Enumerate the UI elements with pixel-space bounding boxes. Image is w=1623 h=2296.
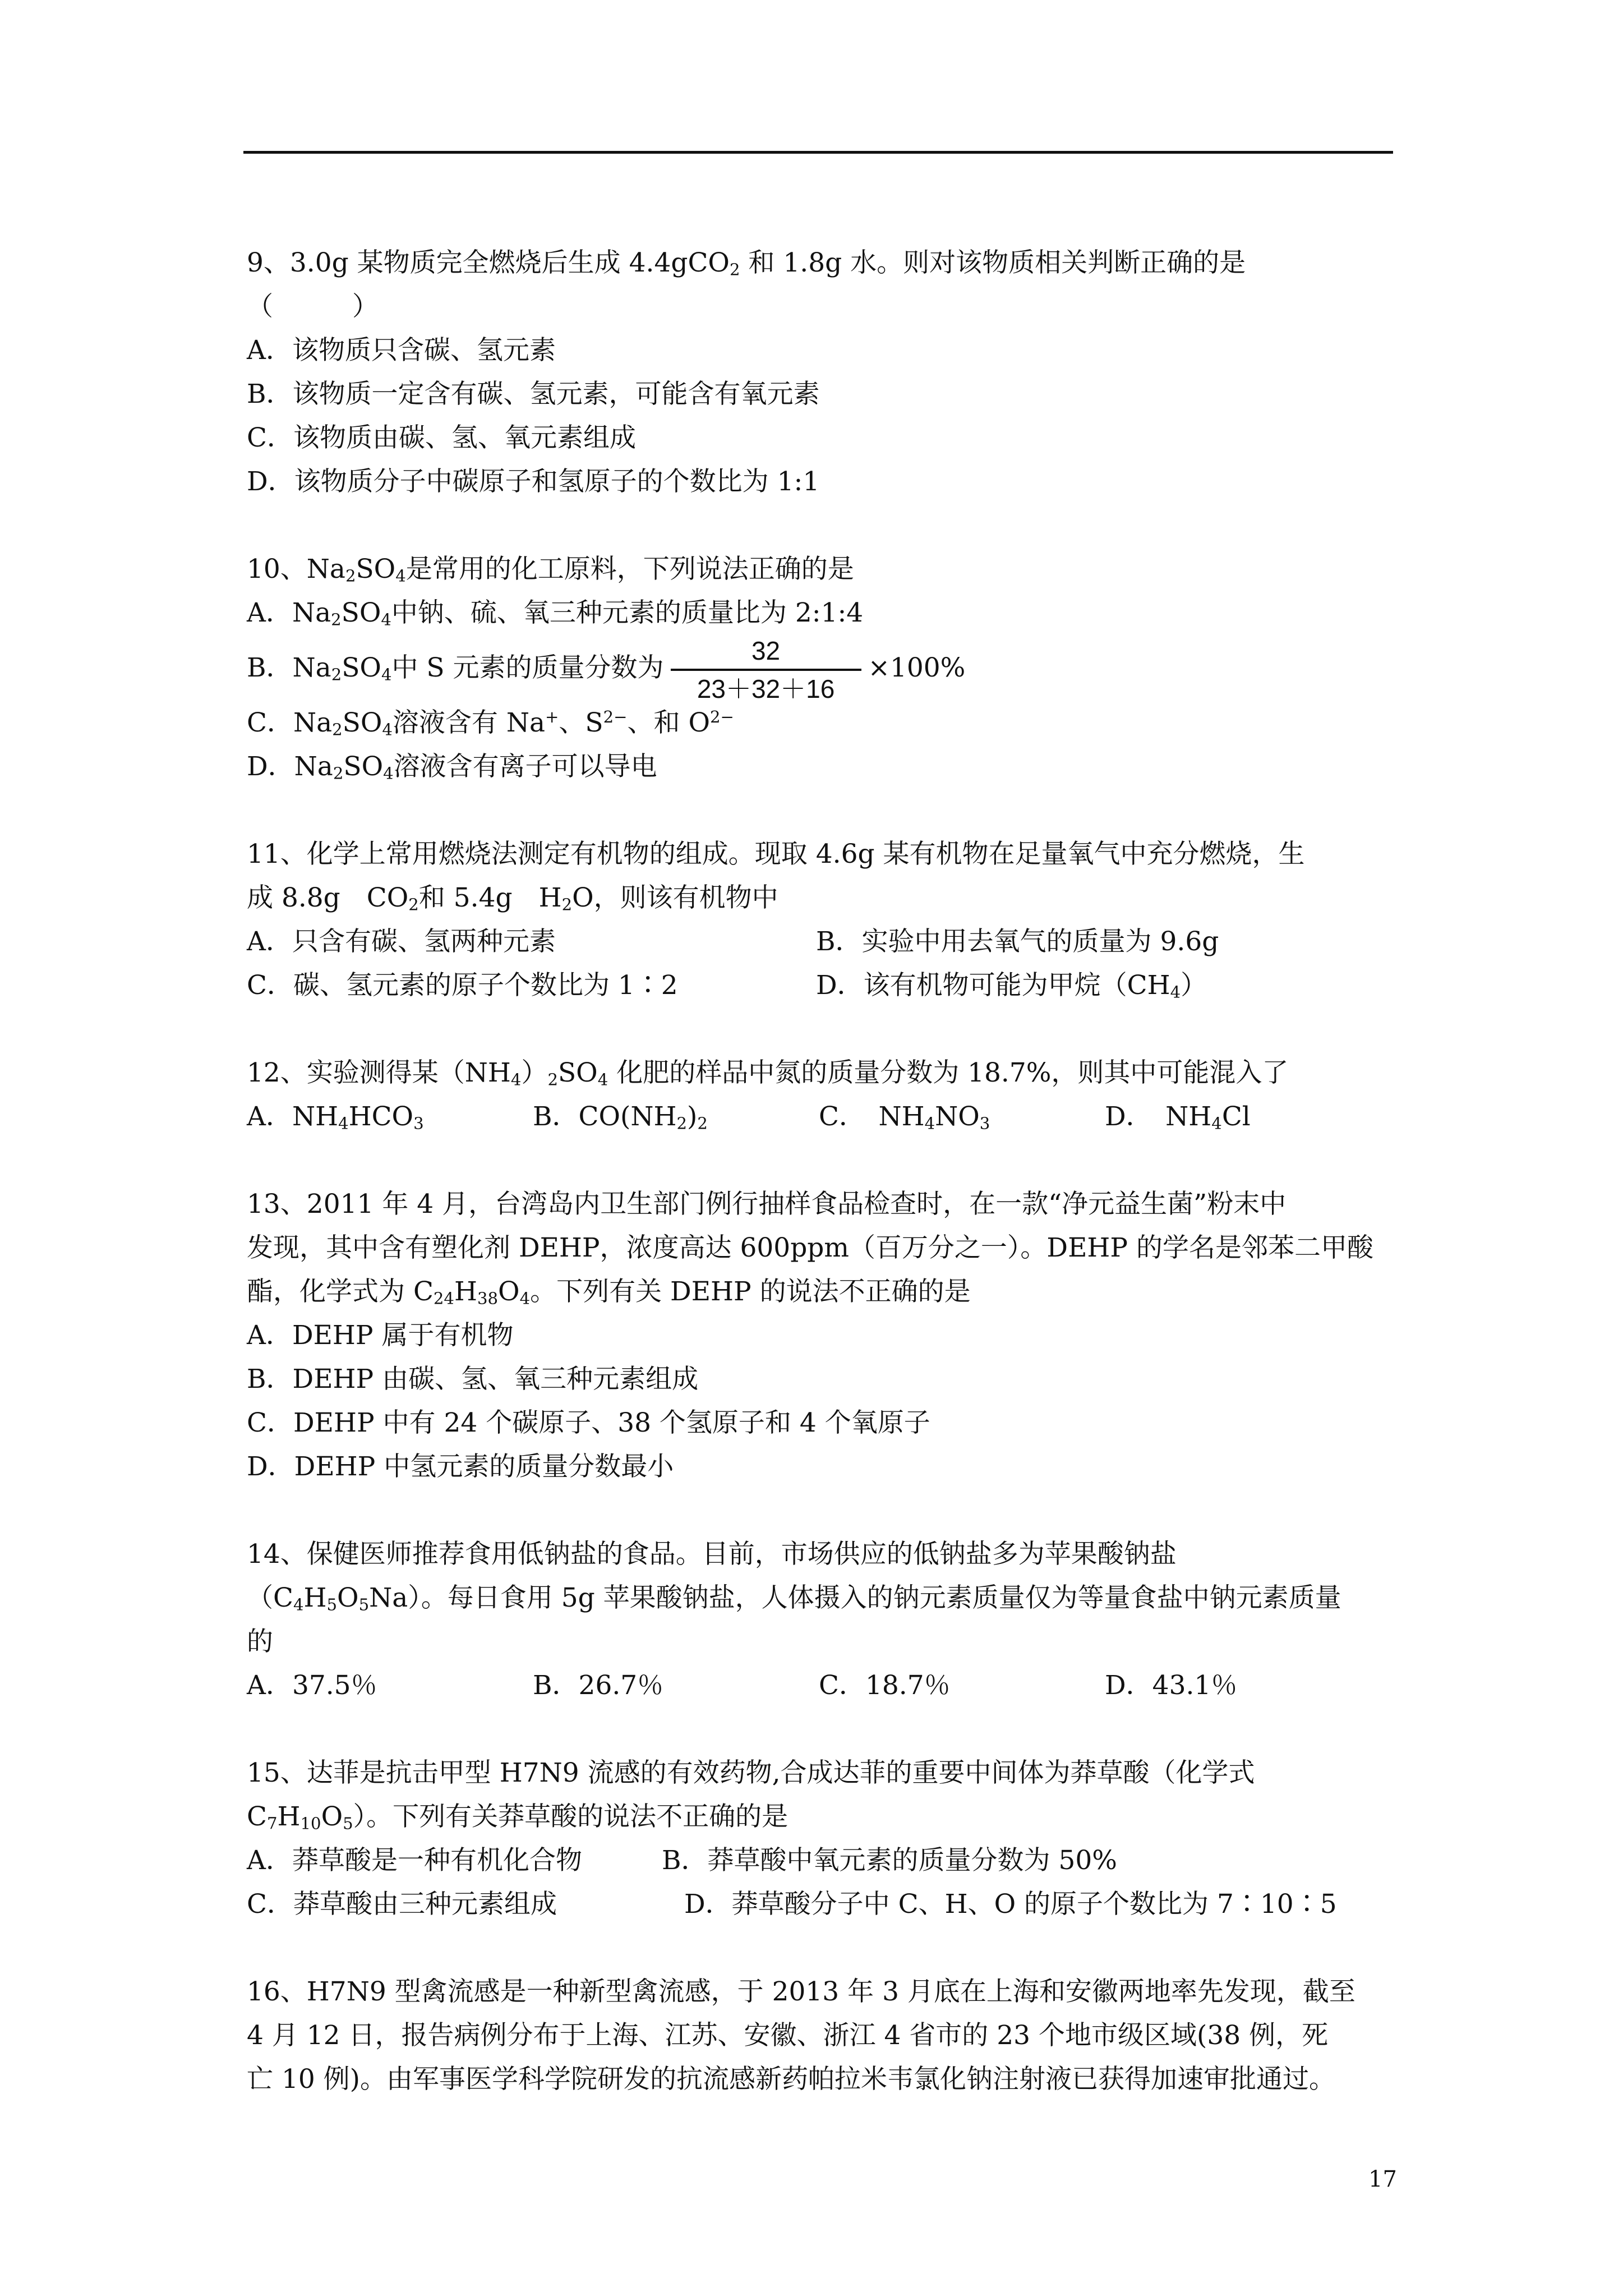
question-11-stem-line-2: 成 8.8g $CO_2$和 5.4g $H_2O$，则该有机物中 <box>247 882 778 914</box>
question-10 <box>247 547 1391 789</box>
options-row <box>247 1095 1391 1139</box>
option-b: B．$CO(NH_2)_2$ <box>533 1101 708 1133</box>
question-14-stem-line-3: 的 <box>247 1626 273 1657</box>
options-row <box>247 1664 1391 1708</box>
option-c: C． $NH_4NO_3$ <box>819 1101 990 1133</box>
question-11 <box>247 832 1391 1007</box>
question-13-stem-line-1: 13、2011 年 4 月，台湾岛内卫生部门例行抽样食品检查时，在一款“净元益生菌”粉末中 <box>247 1189 1287 1220</box>
mass-fraction <box>671 635 861 705</box>
question-16-stem-line-3: 亡 10 例)。由军事医学科学院研发的抗流感新药帕拉米韦氯化钠注射液已获得加速审批通过。 <box>247 2064 1336 2095</box>
fraction-denominator: 23＋32＋16 <box>697 674 835 703</box>
option-d: D．该有机物可能为甲烷$(CH_4)$ <box>816 970 1207 1002</box>
option-a: A．37.5％ <box>247 1670 377 1701</box>
question-13 <box>247 1182 1391 1489</box>
question-list <box>247 241 1391 2145</box>
question-12 <box>247 1051 1391 1139</box>
question-9-stem: 9、3.0g 某物质完全燃烧后生成 4.4gCO$_2$ 和 1.8g 水。则对该物质相关判断正确的是 <box>247 247 1246 279</box>
question-13-stem-line-3: 酯，化学式为 $C_{24}H_{38}O_4$。下列有关 DEHP 的说法不正确的是 <box>247 1276 971 1308</box>
options-row-2 <box>247 964 1391 1007</box>
option-a: A．莽草酸是一种有机化合物 <box>247 1845 582 1876</box>
option-b: B．该物质一定含有碳、氢元素，可能含有氧元素 <box>247 379 820 409</box>
option-d: D． $NH_4Cl$ <box>1105 1101 1251 1133</box>
fraction-numerator: 32 <box>671 635 861 671</box>
page-number: 17 <box>1368 2166 1397 2192</box>
question-11-stem-line-1: 11、化学上常用燃烧法测定有机物的组成。现取 4.6g 某有机物在足量氧气中充分燃烧，生 <box>247 839 1305 869</box>
option-d: D．$Na_2SO_4$溶液含有离子可以导电 <box>247 751 657 783</box>
option-d: D．莽草酸分子中 C、H、O 的原子个数比为 7∶10∶5 <box>684 1889 1337 1920</box>
question-15-stem-line-2: $C_7H_{10}O_5$）。下列有关莽草酸的说法不正确的是 <box>247 1801 789 1833</box>
question-12-stem: 12、实验测得某$(NH_4)_2SO_4$ 化肥的样品中氮的质量分数为 18.7%，则其中可能混入了 <box>247 1057 1289 1089</box>
question-16-stem-line-2: 4 月 12 日，报告病例分布于上海、江苏、安徽、浙江 4 省市的 23 个地市级区域(38 例，死 <box>247 2020 1329 2051</box>
question-13-stem-line-2: 发现，其中含有塑化剂 DEHP，浓度高达 600ppm（百万分之一）。DEHP 的学名是邻苯二甲酸 <box>247 1232 1373 1263</box>
question-16 <box>247 1970 1391 2101</box>
header-rule <box>243 151 1393 154</box>
question-14 <box>247 1533 1391 1708</box>
question-15-stem-line-1: 15、达菲是抗击甲型 H7N9 流感的有效药物,合成达菲的重要中间体为莽草酸（化学式 <box>247 1757 1255 1788</box>
option-d: D．该物质分子中碳原子和氢原子的个数比为 1:1 <box>247 466 820 497</box>
option-c: C．18.7％ <box>819 1670 951 1701</box>
option-b: B．实验中用去氧气的质量为 9.6g <box>816 926 1219 957</box>
option-a: A．该物质只含碳、氢元素 <box>247 335 556 366</box>
question-16-stem-line-1: 16、H7N9 型禽流感是一种新型禽流感，于 2013 年 3 月底在上海和安徽两地率先发现，截至 <box>247 1976 1355 2007</box>
options-row-1 <box>247 920 1391 964</box>
options-row-2 <box>247 1883 1391 1926</box>
option-d: D．43.1％ <box>1105 1670 1238 1701</box>
option-c: C．该物质由碳、氢、氧元素组成 <box>247 422 636 453</box>
option-a: A．DEHP 属于有机物 <box>247 1320 514 1351</box>
option-b: B．26.7％ <box>533 1670 664 1701</box>
question-15 <box>247 1751 1391 1926</box>
option-a: A．$NH_4HCO_3$ <box>247 1101 424 1133</box>
option-c: C．莽草酸由三种元素组成 <box>247 1889 557 1920</box>
option-a: A．只含有碳、氢两种元素 <box>247 926 556 957</box>
option-a: A．$Na_2SO_4$中钠、硫、氧三种元素的质量比为 2:1:4 <box>247 597 864 629</box>
question-10-stem: 10、$Na_2SO_4$是常用的化工原料，下列说法正确的是 <box>247 554 854 586</box>
option-c: C．DEHP 中有 24 个碳原子、38 个氢原子和 4 个氧原子 <box>247 1407 930 1438</box>
question-9 <box>247 241 1391 504</box>
option-b: B．$Na_2SO_4$中 S 元素的质量分数为 $\frac{32}{23+32+16}$ ×100% <box>247 636 966 703</box>
option-b: B．莽草酸中氧元素的质量分数为 50% <box>662 1845 1117 1876</box>
option-c: C．碳、氢元素的原子个数比为 1∶2 <box>247 970 678 1001</box>
options-row-1 <box>247 1839 1391 1883</box>
answer-bracket: （ ） <box>247 291 379 322</box>
question-14-stem-line-1: 14、保健医师推荐食用低钠盐的食品。目前，市场供应的低钠盐多为苹果酸钠盐 <box>247 1539 1177 1570</box>
question-14-stem-line-2: $(C_4H_5O_5Na)$。每日食用 5g 苹果酸钠盐，人体摄入的钠元素质量仅为等量食盐中钠元素质量 <box>247 1582 1341 1614</box>
option-b: B．DEHP 由碳、氢、氧三种元素组成 <box>247 1364 699 1395</box>
option-d: D．DEHP 中氢元素的质量分数最小 <box>247 1451 674 1482</box>
option-c: C．$Na_2SO_4$溶液含有 Na+、$S^{2-}$、和 $O^{2-}$ <box>247 707 734 739</box>
